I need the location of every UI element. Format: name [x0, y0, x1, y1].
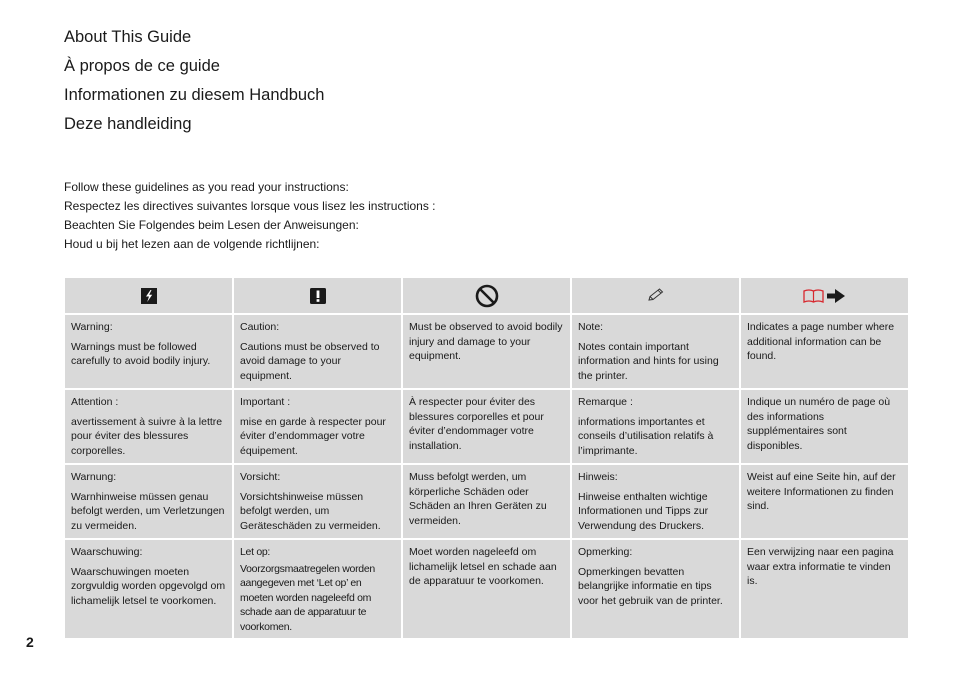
- prohibit-cell: [402, 539, 571, 639]
- warning-text: avertissement à suivre à la lettre pour éviter des blessures corporelles.: [71, 415, 223, 457]
- note-text: Opmerkingen bevatten belangrijke informatie en tips voor het gebruik van de printer.: [578, 565, 723, 607]
- warning-cell: [64, 314, 233, 389]
- prohibit-cell: [402, 464, 571, 539]
- note-label: Opmerking:: [578, 546, 633, 558]
- note-pencil-icon: [647, 288, 665, 302]
- intro-text: [64, 178, 436, 254]
- title-dutch: Deze handleiding: [64, 115, 192, 133]
- prohibit-text: À respecter pour éviter des blessures corporelles et pour éviter d’endommager votre installation.: [409, 396, 544, 452]
- caution-text: Cautions must be observed to avoid damage to your equipment.: [240, 340, 380, 382]
- prohibit-text: Muss befolgt werden, um körperliche Schäden oder Schäden an Ihren Geräten zu vermeiden.: [409, 471, 547, 527]
- note-text: informations importantes et conseils d’utilisation relatifs à l’imprimante.: [578, 415, 714, 457]
- caution-cell: [233, 389, 402, 464]
- intro-dutch: Houd u bij het lezen aan de volgende richtlijnen:: [64, 237, 320, 251]
- reference-text: Indique un numéro de page où des informations supplémentaires sont disponibles.: [747, 396, 891, 452]
- reference-cell: [740, 539, 909, 639]
- warning-label: Waarschuwing:: [71, 546, 143, 558]
- warning-icon: [141, 288, 157, 304]
- intro-french: Respectez les directives suivantes lorsque vous lisez les instructions :: [64, 199, 436, 213]
- warning-cell: [64, 464, 233, 539]
- warning-label: Attention :: [71, 396, 119, 408]
- german-row: [64, 464, 909, 539]
- warning-text: Warnings must be followed carefully to avoid bodily injury.: [71, 340, 211, 367]
- reference-text: Indicates a page number where additional information can be found.: [747, 321, 895, 362]
- caution-cell: [233, 539, 402, 639]
- prohibited-icon: [475, 284, 499, 308]
- caution-cell: [233, 314, 402, 389]
- icon-cell-prohibit: [402, 277, 571, 314]
- french-row: [64, 389, 909, 464]
- dutch-row: [64, 539, 909, 639]
- note-cell: [571, 464, 740, 539]
- page-number: 2: [26, 634, 34, 650]
- note-label: Hinweis:: [578, 471, 618, 483]
- note-text: Hinweise enthalten wichtige Informationen und Tipps zur Verwendung des Druckers.: [578, 490, 709, 532]
- reference-cell: [740, 464, 909, 539]
- guide-titles: [64, 23, 325, 139]
- symbol-guide-table: [63, 276, 910, 640]
- prohibit-text: Must be observed to avoid bodily injury and damage to your equipment.: [409, 321, 563, 362]
- reference-cell: [740, 314, 909, 389]
- note-label: Note:: [578, 321, 604, 333]
- warning-cell: [64, 389, 233, 464]
- warning-cell: [64, 539, 233, 639]
- note-cell: [571, 539, 740, 639]
- caution-label: Important :: [240, 396, 291, 408]
- prohibit-text: Moet worden nageleefd om lichamelijk letsel en schade aan de apparatuur te voorkomen.: [409, 546, 557, 587]
- caution-icon: [310, 288, 326, 304]
- intro-english: Follow these guidelines as you read your instructions:: [64, 180, 349, 194]
- caution-text: mise en garde à respecter pour éviter d’endommager votre équipement.: [240, 415, 386, 457]
- title-english: About This Guide: [64, 28, 192, 46]
- note-cell: [571, 314, 740, 389]
- english-row: [64, 314, 909, 389]
- title-french: À propos de ce guide: [64, 57, 220, 75]
- caution-label: Caution:: [240, 321, 280, 333]
- icon-cell-warning: [64, 277, 233, 314]
- caution-text: Vorsichtshinweise müssen befolgt werden, um Geräteschäden zu vermeiden.: [240, 490, 381, 532]
- caution-cell: [233, 464, 402, 539]
- warning-label: Warning:: [71, 321, 113, 333]
- title-german: Informationen zu diesem Handbuch: [64, 86, 325, 104]
- prohibit-cell: [402, 314, 571, 389]
- reference-text: Een verwijzing naar een pagina waar extra informatie te vinden is.: [747, 546, 894, 587]
- caution-label: Let op:: [240, 546, 271, 558]
- icon-cell-caution: [233, 277, 402, 314]
- warning-text: Warnhinweise müssen genau befolgt werden, um Verletzungen zu vermeiden.: [71, 490, 225, 532]
- icon-cell-note: [571, 277, 740, 314]
- intro-german: Beachten Sie Folgendes beim Lesen der Anweisungen:: [64, 218, 359, 232]
- warning-text: Waarschuwingen moeten zorgvuldig worden opgevolgd om lichamelijk letsel te voorkomen.: [71, 565, 226, 607]
- icon-cell-reference: [740, 277, 909, 314]
- note-cell: [571, 389, 740, 464]
- page-reference-icon: [803, 287, 847, 305]
- caution-label: Vorsicht:: [240, 471, 281, 483]
- warning-label: Warnung:: [71, 471, 117, 483]
- note-label: Remarque :: [578, 396, 633, 408]
- caution-text: Voorzorgsmaatregelen worden aangegeven met ‘Let op’ en moeten worden nageleefd om schade aan de apparatuur te voorkomen.: [240, 562, 375, 633]
- reference-cell: [740, 389, 909, 464]
- reference-text: Weist auf eine Seite hin, auf der weitere Informationen zu finden sind.: [747, 471, 896, 512]
- note-text: Notes contain important information and hints for using the printer.: [578, 340, 719, 382]
- prohibit-cell: [402, 389, 571, 464]
- icon-row: [64, 277, 909, 314]
